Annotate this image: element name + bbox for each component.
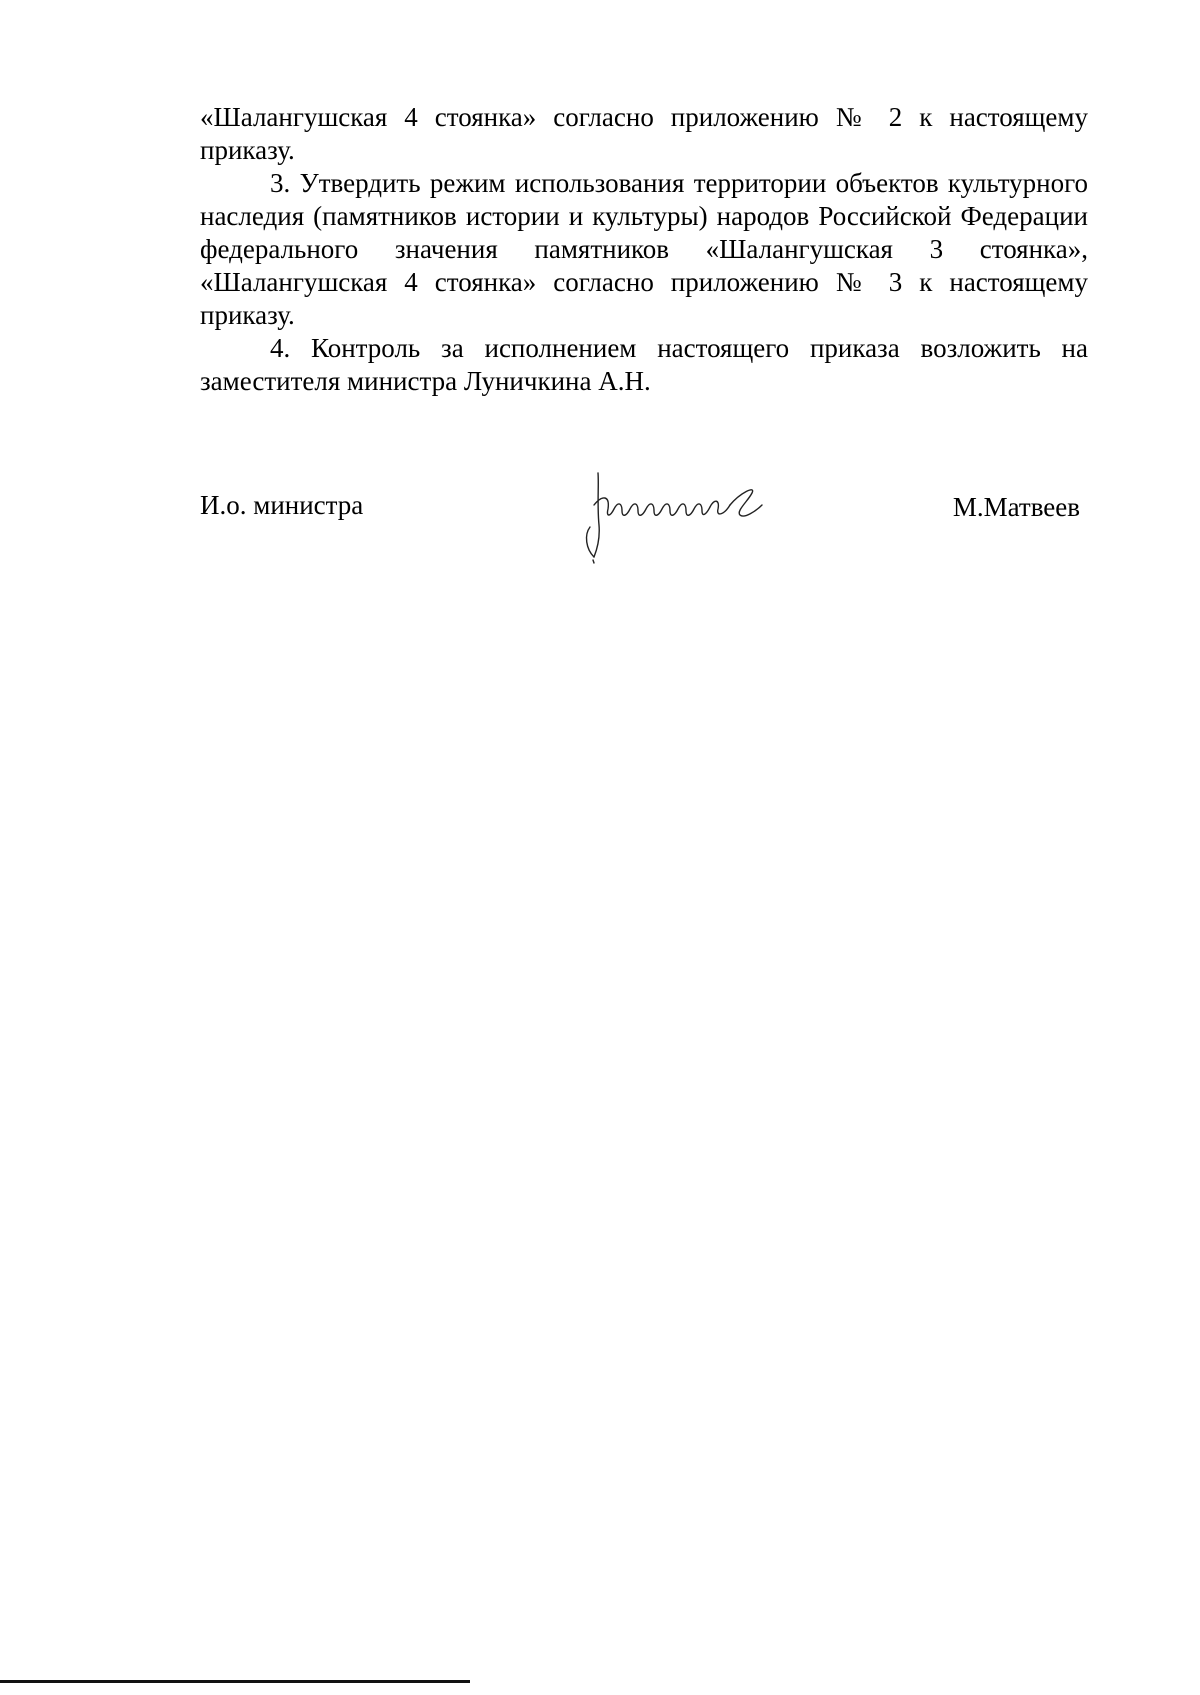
signatory-title: И.о. министра (200, 490, 364, 520)
footer-divider (0, 1680, 470, 1683)
paragraph-continuation: «Шалангушская 4 стоянка» согласно приложению № 2 к настоящему приказу. (200, 102, 1088, 165)
handwritten-signature (580, 465, 780, 565)
signatory-name: М.Матвеев (952, 492, 1080, 522)
paragraph-item-3: 3. Утвердить режим использования территории объектов культурного наследия (памятников истории и культуры) народов Российской Федерации федерального значения памятников «Шалангушская 3 стоянка», «Шалангушская 4 стоянка» согласно приложению № 3 к настоящему приказу. (200, 168, 1088, 330)
signature-block (200, 490, 1080, 570)
document-body (200, 101, 1088, 398)
paragraph-item-4: 4. Контроль за исполнением настоящего приказа возложить на заместителя министра Луничкина А.Н. (200, 333, 1088, 396)
